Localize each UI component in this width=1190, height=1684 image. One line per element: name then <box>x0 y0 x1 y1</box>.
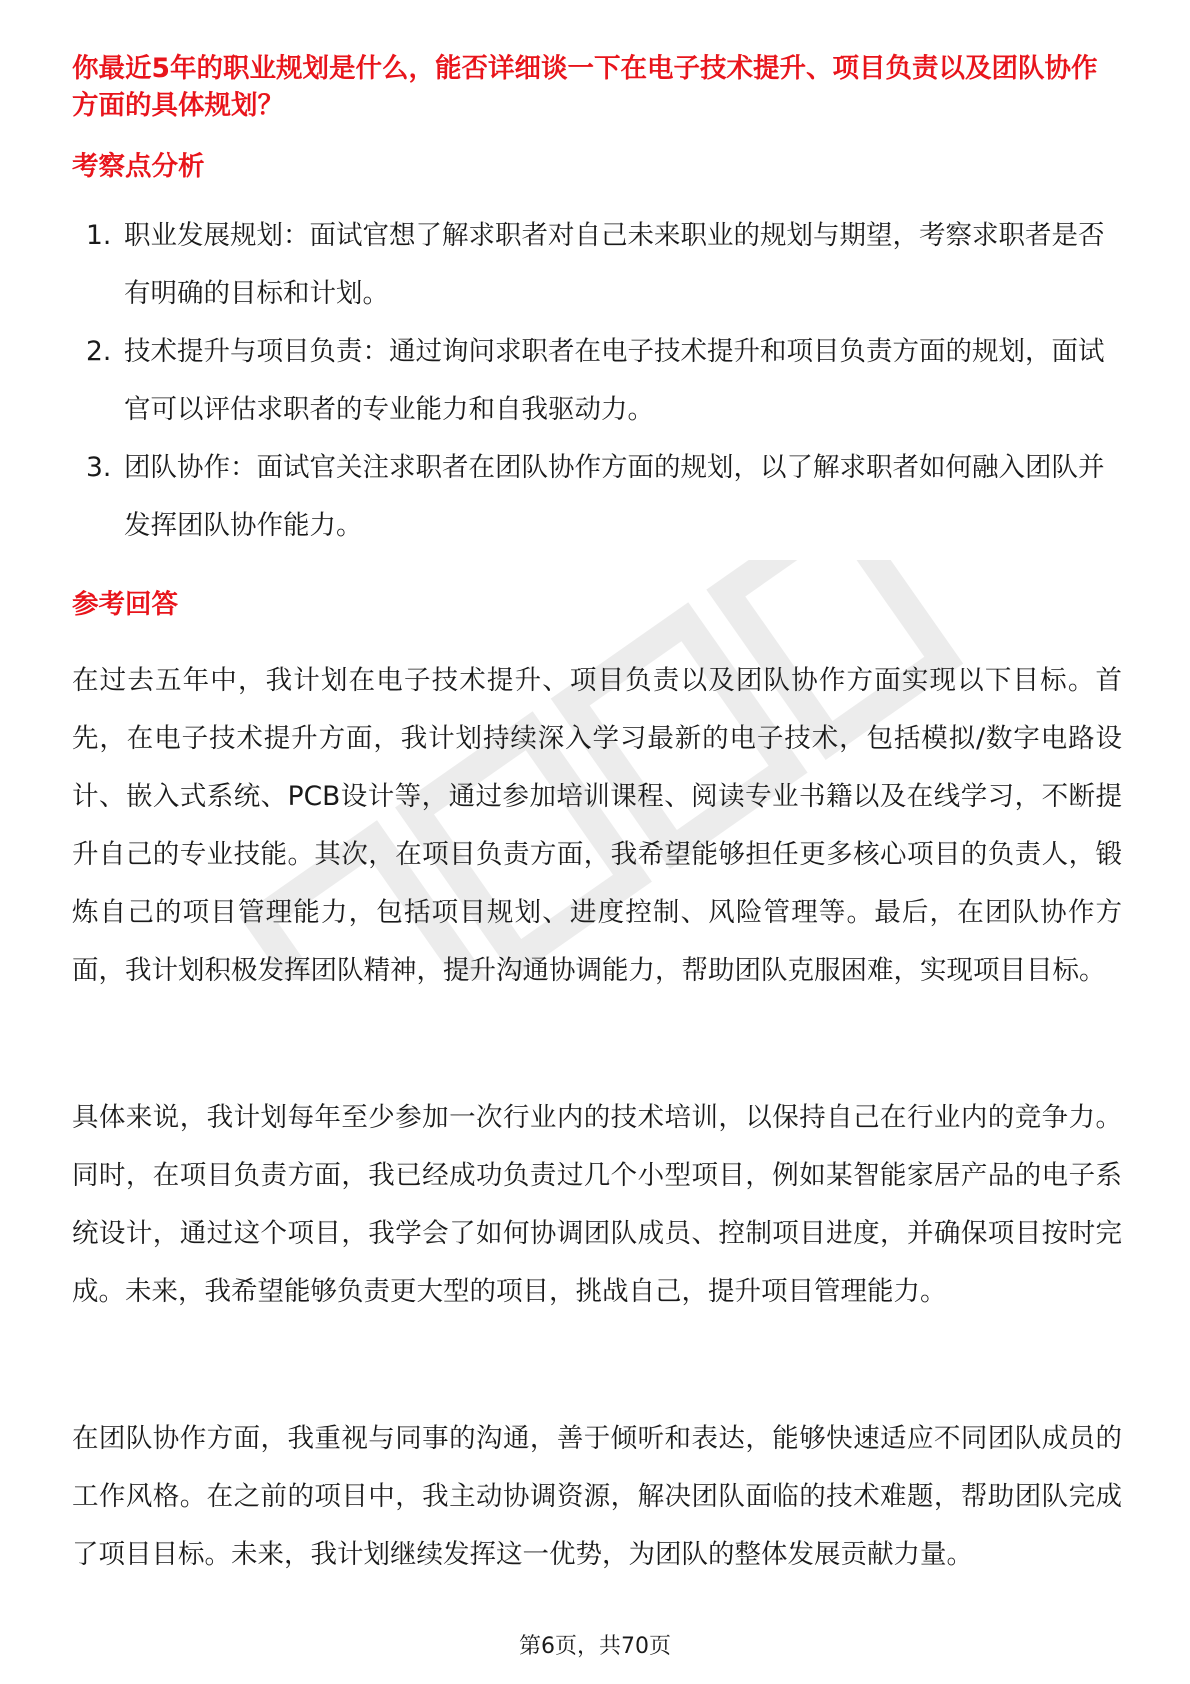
point-text: 团队协作：面试官关注求职者在团队协作方面的规划，以了解求职者如何融入团队并发挥团队协作能力。 <box>124 452 1105 541</box>
answer-paragraph: 在过去五年中，我计划在电子技术提升、项目负责以及团队协作方面实现以下目标。首先，在电子技术提升方面，我计划持续深入学习最新的电子技术，包括模拟/数字电路设计、嵌入式系统、PCB设计等，通过参加培训课程、阅读专业书籍以及在线学习，不断提升自己的专业技能。其次，在项目负责方面，我希望能够担任更多核心项目的负责人，锻炼自己的项目管理能力，包括项目规划、进度控制、风险管理等。最后，在团队协作方面，我计划积极发挥团队精神，提升沟通协调能力，帮助团队克服困难，实现项目目标。 <box>72 665 1122 986</box>
analysis-point <box>72 323 1120 439</box>
point-number: 1. <box>86 220 112 251</box>
point-number: 3. <box>86 452 112 483</box>
answer-heading: 参考回答 <box>72 589 178 620</box>
point-text: 技术提升与项目负责：通过询问求职者在电子技术提升和项目负责方面的规划，面试官可以评估求职者的专业能力和自我驱动力。 <box>124 336 1105 425</box>
question-title: 你最近5年的职业规划是什么，能否详细谈一下在电子技术提升、项目负责以及团队协作方面的具体规划？ <box>72 53 1098 121</box>
analysis-point <box>72 439 1120 555</box>
analysis-heading: 考察点分析 <box>72 151 205 182</box>
answer-paragraph: 具体来说，我计划每年至少参加一次行业内的技术培训，以保持自己在行业内的竞争力。同时，在项目负责方面，我已经成功负责过几个小型项目，例如某智能家居产品的电子系统设计，通过这个项目，我学会了如何协调团队成员、控制项目进度，并确保项目按时完成。未来，我希望能够负责更大型的项目，挑战自己，提升项目管理能力。 <box>72 1102 1122 1307</box>
point-number: 2. <box>86 336 112 367</box>
analysis-point <box>72 207 1120 323</box>
analysis-list <box>72 207 1120 555</box>
page-number: 第6页，共70页 <box>519 1634 671 1659</box>
point-text: 职业发展规划：面试官想了解求职者对自己未来职业的规划与期望，考察求职者是否有明确的目标和计划。 <box>124 220 1105 309</box>
answer-paragraph: 在团队协作方面，我重视与同事的沟通，善于倾听和表达，能够快速适应不同团队成员的工作风格。在之前的项目中，我主动协调资源，解决团队面临的技术难题，帮助团队完成了项目目标。未来，我计划继续发挥这一优势，为团队的整体发展贡献力量。 <box>72 1423 1122 1570</box>
